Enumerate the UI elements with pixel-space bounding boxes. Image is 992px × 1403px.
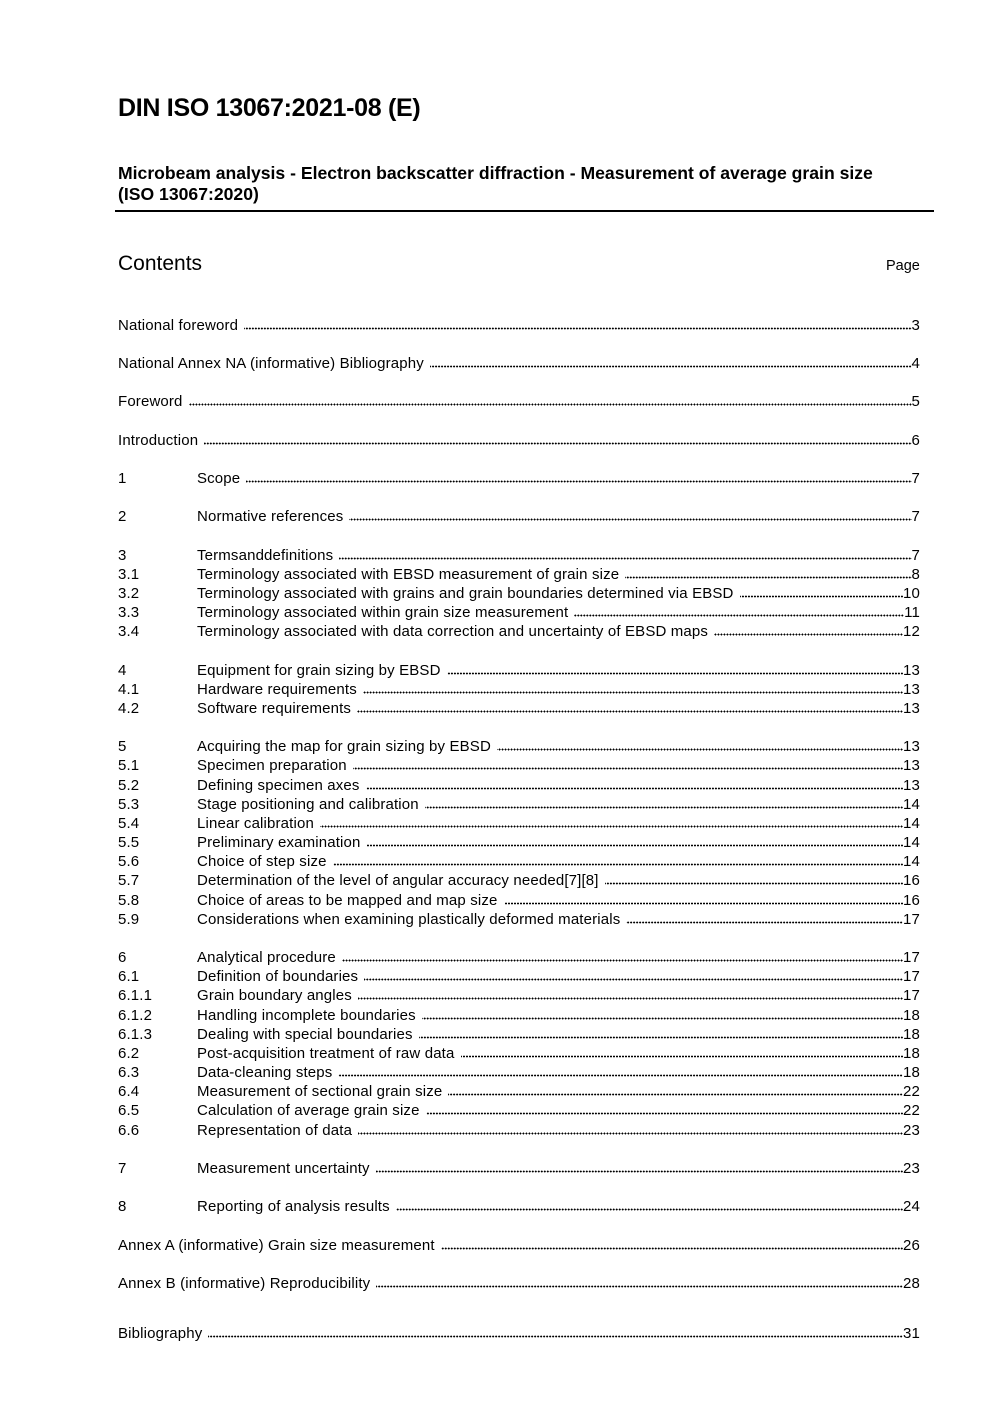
- document-subtitle: Microbeam analysis - Electron backscatter diffraction - Measurement of average grain size (ISO 13067:2020): [118, 163, 873, 204]
- toc-dot-leader: [358, 1132, 903, 1135]
- toc-entry[interactable]: [118, 680, 920, 699]
- toc-entry-page: 10: [903, 585, 920, 602]
- toc-entry-page: 17: [903, 949, 920, 966]
- toc-entry-title: Linear calibration: [197, 815, 314, 832]
- toc-entry[interactable]: [118, 1274, 920, 1293]
- toc-entry[interactable]: [118, 1101, 920, 1120]
- toc-entry-title: Analytical procedure: [197, 949, 336, 966]
- toc-dot-leader: [339, 557, 911, 560]
- toc-entry[interactable]: [118, 469, 920, 488]
- toc-dot-leader: [426, 1112, 903, 1115]
- toc-entry-page: 8: [911, 566, 920, 583]
- toc-entry-title: Terminology associated with data correction and uncertainty of EBSD maps: [197, 623, 709, 640]
- toc-entry-page: 13: [903, 700, 920, 717]
- toc-dot-leader: [246, 480, 911, 483]
- toc-dot-leader: [376, 1285, 903, 1288]
- toc-entry-title: Terminology associated with grains and grain boundaries determined via EBSD: [197, 585, 734, 602]
- toc-entry-title: Introduction: [118, 432, 199, 449]
- toc-dot-leader: [625, 576, 911, 579]
- toc-dot-leader: [204, 442, 911, 445]
- toc-entry[interactable]: [118, 316, 920, 335]
- toc-entry-title: Foreword: [118, 393, 183, 410]
- toc-dot-leader: [353, 767, 903, 770]
- toc-entry-title: Hardware requirements: [197, 681, 357, 698]
- toc-entry-title: Grain boundary angles: [197, 987, 352, 1004]
- toc-entry-page: 7: [911, 547, 920, 564]
- toc-entry-number: 6.4: [118, 1083, 140, 1100]
- toc-dot-leader: [357, 710, 903, 713]
- toc-entry-title: Termsanddefinitions: [197, 547, 334, 564]
- toc-entry[interactable]: [118, 354, 920, 373]
- toc-entry-page: 18: [903, 1045, 920, 1062]
- toc-dot-leader: [396, 1208, 903, 1211]
- toc-entry[interactable]: [118, 986, 920, 1005]
- toc-entry[interactable]: [118, 948, 920, 967]
- toc-dot-leader: [447, 672, 903, 675]
- toc-entry-number: 8: [118, 1198, 127, 1215]
- toc-entry[interactable]: [118, 603, 920, 622]
- toc-entry[interactable]: [118, 1025, 920, 1044]
- toc-entry[interactable]: [118, 1159, 920, 1178]
- toc-entry-page: 18: [903, 1026, 920, 1043]
- toc-entry-page: 18: [903, 1064, 920, 1081]
- toc-entry[interactable]: [118, 431, 920, 450]
- toc-entry[interactable]: [118, 967, 920, 986]
- toc-entry-title: Defining specimen axes: [197, 777, 360, 794]
- toc-entry-title: Choice of areas to be mapped and map size: [197, 892, 498, 909]
- toc-dot-leader: [364, 978, 903, 981]
- toc-entry-title: Specimen preparation: [197, 757, 347, 774]
- toc-entry-page: 24: [903, 1198, 920, 1215]
- toc-entry[interactable]: [118, 756, 920, 775]
- toc-entry-page: 13: [903, 757, 920, 774]
- toc-entry-page: 13: [903, 681, 920, 698]
- toc-dot-leader: [430, 365, 912, 368]
- toc-entry-title: Stage positioning and calibration: [197, 796, 419, 813]
- toc-entry-page: 4: [911, 355, 920, 372]
- toc-entry[interactable]: [118, 891, 920, 910]
- toc-entry-number: 6: [118, 949, 127, 966]
- toc-entry-number: 5.8: [118, 892, 140, 909]
- toc-entry-title: Normative references: [197, 508, 344, 525]
- toc-dot-leader: [461, 1055, 904, 1058]
- toc-entry[interactable]: [118, 392, 920, 411]
- toc-entry-page: 17: [903, 968, 920, 985]
- toc-entry-number: 5.6: [118, 853, 140, 870]
- toc-entry-page: 31: [903, 1325, 920, 1342]
- toc-entry-number: 5.1: [118, 757, 140, 774]
- toc-entry-title: Definition of boundaries: [197, 968, 359, 985]
- toc-entry-number: 6.2: [118, 1045, 140, 1062]
- toc-entry[interactable]: [118, 1197, 920, 1216]
- toc-entry-number: 5.4: [118, 815, 140, 832]
- toc-entry-number: 5.2: [118, 777, 140, 794]
- toc-dot-leader: [425, 806, 903, 809]
- toc-entry-page: 13: [903, 738, 920, 755]
- toc-entry-title: Annex B (informative) Reproducibility: [118, 1275, 371, 1292]
- toc-entry-title: National Annex NA (informative) Bibliography: [118, 355, 424, 372]
- toc-entry-number: 3: [118, 547, 127, 564]
- toc-dot-leader: [419, 1036, 903, 1039]
- toc-entry-page: 16: [903, 872, 920, 889]
- toc-entry[interactable]: [118, 776, 920, 795]
- toc-dot-leader: [349, 518, 911, 521]
- toc-entry[interactable]: [118, 1044, 920, 1063]
- toc-entry-title: Terminology associated within grain size measurement: [197, 604, 569, 621]
- toc-dot-leader: [714, 633, 903, 636]
- toc-entry[interactable]: [118, 661, 920, 680]
- toc-dot-leader: [441, 1247, 903, 1250]
- toc-entry-number: 3.4: [118, 623, 140, 640]
- toc-entry-number: 4.2: [118, 700, 140, 717]
- toc-entry-page: 13: [903, 662, 920, 679]
- toc-entry-number: 6.6: [118, 1122, 140, 1139]
- toc-entry-number: 6.1: [118, 968, 140, 985]
- toc-entry-title: Equipment for grain sizing by EBSD: [197, 662, 441, 679]
- toc-entry-number: 6.1.2: [118, 1007, 153, 1024]
- toc-dot-leader: [504, 902, 904, 905]
- toc-entry-page: 17: [903, 911, 920, 928]
- toc-entry-title: Data-cleaning steps: [197, 1064, 333, 1081]
- toc-dot-leader: [376, 1170, 903, 1173]
- toc-entry-title: Annex A (informative) Grain size measurement: [118, 1237, 435, 1254]
- toc-entry[interactable]: [118, 910, 920, 929]
- toc-entry-page: 3: [911, 317, 920, 334]
- toc-dot-leader: [338, 1074, 903, 1077]
- toc-entry-number: 6.5: [118, 1102, 140, 1119]
- toc-entry-page: 7: [911, 470, 920, 487]
- toc-entry-page: 23: [903, 1122, 920, 1139]
- toc-entry-title: Bibliography: [118, 1325, 203, 1342]
- toc-entry[interactable]: [118, 814, 920, 833]
- page-column-label: Page: [886, 258, 920, 274]
- toc-dot-leader: [320, 825, 903, 828]
- toc-dot-leader: [363, 691, 903, 694]
- toc-entry-page: 22: [903, 1083, 920, 1100]
- toc-entry[interactable]: [118, 546, 920, 565]
- toc-entry-page: 13: [903, 777, 920, 794]
- toc-dot-leader: [497, 748, 903, 751]
- toc-entry[interactable]: [118, 852, 920, 871]
- toc-entry-title: Calculation of average grain size: [197, 1102, 420, 1119]
- toc-entry-page: 14: [903, 853, 920, 870]
- toc-entry-title: Preliminary examination: [197, 834, 361, 851]
- toc-entry[interactable]: [118, 622, 920, 641]
- toc-entry-title: Dealing with special boundaries: [197, 1026, 413, 1043]
- toc-entry-page: 16: [903, 892, 920, 909]
- toc-entry-title: Acquiring the map for grain sizing by EBSD: [197, 738, 491, 755]
- toc-entry-number: 5.5: [118, 834, 140, 851]
- toc-dot-leader: [358, 997, 903, 1000]
- toc-entry-title: Post-acquisition treatment of raw data: [197, 1045, 455, 1062]
- toc-entry-number: 6.1.1: [118, 987, 153, 1004]
- toc-entry[interactable]: [118, 737, 920, 756]
- toc-entry[interactable]: [118, 871, 920, 890]
- toc-entry-number: 3.1: [118, 566, 140, 583]
- toc-entry-title: Terminology associated with EBSD measurement of grain size: [197, 566, 620, 583]
- toc-entry-number: 5: [118, 738, 127, 755]
- toc-entry-title: Representation of data: [197, 1122, 353, 1139]
- document-title: DIN ISO 13067:2021-08 (E): [118, 94, 421, 122]
- toc-entry-page: 6: [911, 432, 920, 449]
- toc-dot-leader: [626, 921, 903, 924]
- toc-dot-leader: [605, 882, 903, 885]
- toc-dot-leader: [740, 595, 903, 598]
- toc-entry-page: 18: [903, 1007, 920, 1024]
- toc-dot-leader: [367, 844, 903, 847]
- toc-entry-number: 1: [118, 470, 127, 487]
- toc-entry-number: 4: [118, 662, 127, 679]
- toc-entry[interactable]: [118, 699, 920, 718]
- toc-entry-page: 7: [911, 508, 920, 525]
- toc-entry-number: 3.3: [118, 604, 140, 621]
- toc-dot-leader: [448, 1093, 903, 1096]
- toc-entry-number: 6.3: [118, 1064, 140, 1081]
- toc-entry-number: 7: [118, 1160, 127, 1177]
- toc-entry[interactable]: [118, 1006, 920, 1025]
- toc-entry-number: 5.7: [118, 872, 140, 889]
- title-divider: [115, 210, 934, 212]
- toc-entry[interactable]: [118, 1324, 920, 1343]
- toc-entry-number: 4.1: [118, 681, 140, 698]
- toc-entry-page: 12: [903, 623, 920, 640]
- toc-entry-title: National foreword: [118, 317, 239, 334]
- toc-entry-title: Determination of the level of angular accuracy needed[7][8]: [197, 872, 599, 889]
- toc-entry[interactable]: [118, 1121, 920, 1140]
- toc-entry-page: 22: [903, 1102, 920, 1119]
- toc-entry[interactable]: [118, 565, 920, 584]
- toc-entry-page: 23: [903, 1160, 920, 1177]
- toc-entry-title: Choice of step size: [197, 853, 327, 870]
- toc-entry-title: Measurement uncertainty: [197, 1160, 370, 1177]
- toc-entry[interactable]: [118, 833, 920, 852]
- toc-entry-page: 5: [911, 393, 920, 410]
- toc-dot-leader: [422, 1017, 903, 1020]
- toc-dot-leader: [189, 403, 912, 406]
- contents-heading: Contents: [118, 252, 203, 275]
- toc-entry-title: Software requirements: [197, 700, 352, 717]
- toc-dot-leader: [574, 614, 904, 617]
- toc-entry-number: 2: [118, 508, 127, 525]
- toc-entry[interactable]: [118, 1082, 920, 1101]
- toc-entry-number: 3.2: [118, 585, 140, 602]
- toc-entry[interactable]: [118, 507, 920, 526]
- toc-entry-number: 6.1.3: [118, 1026, 153, 1043]
- toc-entry-title: Handling incomplete boundaries: [197, 1007, 416, 1024]
- toc-entry-page: 14: [903, 834, 920, 851]
- toc-dot-leader: [366, 787, 903, 790]
- toc-dot-leader: [342, 959, 903, 962]
- toc-entry-page: 28: [903, 1275, 920, 1292]
- toc-entry-title: Reporting of analysis results: [197, 1198, 390, 1215]
- toc-dot-leader: [244, 327, 911, 330]
- toc-dot-leader: [208, 1335, 903, 1338]
- toc-entry-title: Considerations when examining plastically deformed materials: [197, 911, 621, 928]
- toc-entry-page: 14: [903, 796, 920, 813]
- toc-entry-number: 5.3: [118, 796, 140, 813]
- toc-entry-page: 11: [904, 604, 920, 621]
- toc-entry[interactable]: [118, 1063, 920, 1082]
- toc-entry-page: 26: [903, 1237, 920, 1254]
- toc-entry-page: 14: [903, 815, 920, 832]
- toc-entry-title: Measurement of sectional grain size: [197, 1083, 443, 1100]
- toc-entry[interactable]: [118, 584, 920, 603]
- toc-entry[interactable]: [118, 1236, 920, 1255]
- toc-entry[interactable]: [118, 795, 920, 814]
- toc-entry-title: Scope: [197, 470, 241, 487]
- toc-entry-page: 17: [903, 987, 920, 1004]
- toc-entry-number: 5.9: [118, 911, 140, 928]
- toc-dot-leader: [333, 863, 903, 866]
